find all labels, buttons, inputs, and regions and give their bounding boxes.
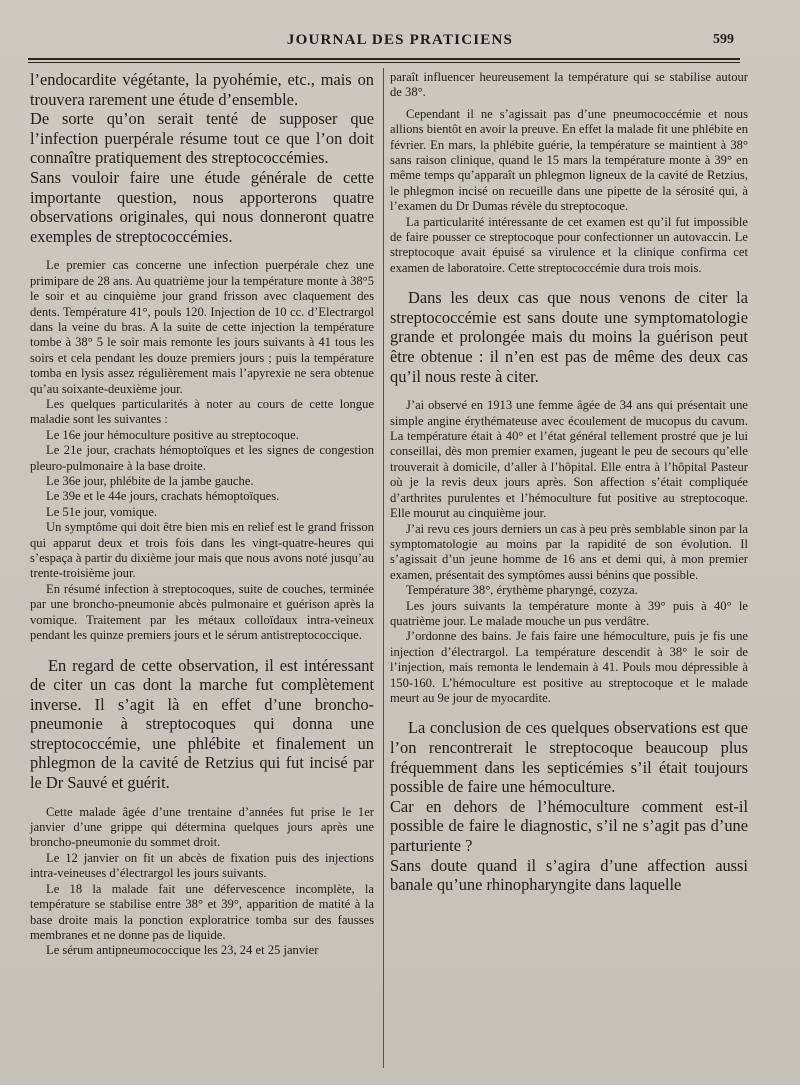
- paragraph: Le 36e jour, phlébite de la jambe gauche.: [46, 474, 254, 489]
- paragraph: l’endocardite végétante, la pyohémie, etc., mais on trouvera rarement une étude d’ensemble.: [30, 70, 374, 109]
- journal-title: JOURNAL DES PRATICIENS: [286, 32, 514, 48]
- paragraph: Cependant il ne s’agissait pas d’une pneumococcémie et nous allions bientôt en avoir la preuve. En effet la malade fit une phlébite en février. En mars, la phlébite guérie, la température se maintient à 38° sans raison clinique, quand le 15 mars la température monte à 39° en même temps qu’apparaît un phlegmon ligneux de la cavité de Retzius, le phlegmon incisé on recueille dans une pipette de la sérosité qui, à l’examen du Dr Dumas révèle du streptocoque.: [390, 106, 748, 214]
- paragraph: Le 18 la malade fait une défervescence incomplète, la température se stabilise entre 38° et 39°, apparition de matité à la base droite mais la ponction exploratrice tomba sur des fausses membranes et ne donne pas de liquide.: [30, 881, 374, 942]
- right-column: [390, 70, 748, 895]
- column-divider: [383, 68, 384, 1068]
- paragraph: Le 39e et le 44e jours, crachats hémoptoïques.: [46, 489, 280, 504]
- running-header: [0, 30, 800, 54]
- paragraph: Un symptôme qui doit être bien mis en relief est le grand frisson qui apparut deux et trois fois dans les vingt-quatre-heures qui s’espaça à partir du dixième jour mais que nous avons noté jusqu’au trente-troisième jour.: [30, 520, 374, 581]
- header-rule-thin: [28, 62, 740, 63]
- paragraph: De sorte qu’on serait tenté de supposer que l’infection puerpérale résume tout ce que l’on doit connaître pratiquement des streptococcémies.: [30, 109, 374, 168]
- paragraph: Dans les deux cas que nous venons de citer la streptococcémie est sans doute une symptomatologie grande et prolongée mais du moins la guérison peut être obtenue : il n’en est pas de même des deux cas qu’il nous reste à citer.: [390, 288, 748, 386]
- paragraph: Cette malade âgée d’une trentaine d’années fut prise le 1er janvier d’une grippe qui détermina quelques jours après une broncho-pneumonie du sommet droit.: [30, 804, 374, 850]
- case-observation-3: [390, 398, 748, 706]
- paragraph: Sans doute quand il s’agira d’une affection aussi banale qu’une rhinopharyngite dans laquelle: [390, 855, 748, 895]
- paragraph: Les jours suivants la température monte à 39° puis à 40° le quatrième jour. Le malade mouche un pus verdâtre.: [390, 598, 748, 628]
- large-text-block: [390, 288, 748, 386]
- paragraph: Le 51e jour, vomique.: [46, 504, 158, 519]
- paragraph: En regard de cette observation, il est intéressant de citer un cas dont la marche fut complètement inverse. Il s’agit là en effet d’une broncho-pneumonie à streptocoques qui donna une streptococcémie, une phlébite et finalement un phlegmon de la cavité de Retzius qui fut incisé par le Dr Sauvé et guérit.: [30, 655, 374, 793]
- large-text-block: [30, 70, 374, 246]
- page-number: 599: [713, 32, 734, 47]
- paragraph: En résumé infection à streptocoques, suite de couches, terminée par une broncho-pneumonie abcès pulmonaire et guérison après la vomique. Traitement par les métaux colloïdaux intra-veineux pendant les quinze premiers jours et le sérum antistreptococcique.: [30, 581, 374, 643]
- paragraph: Sans vouloir faire une étude générale de cette importante question, nous apporterons quatre observations originales, qui nous donneront quatre exemples de streptococcémies.: [30, 167, 374, 246]
- paragraph: J’ordonne des bains. Je fais faire une hémoculture, puis je fis une injection d’électrargol. La température descendit à 38° le soir de l’injection, mais remonta le lendemain à 41. Pouls mou dépressible à 150-160. L’hémoculture est positive au streptocoque et le malade meurt au 9e jour de myocardite.: [390, 629, 748, 705]
- paragraph: Car en dehors de l’hémoculture comment est-il possible de faire le diagnostic, s’il ne s’agit pas d’une parturiente ?: [390, 796, 748, 855]
- large-text-block: [30, 656, 374, 793]
- case-observation-1: [30, 258, 374, 643]
- paragraph: J’ai observé en 1913 une femme âgée de 34 ans qui présentait une simple angine érythémateuse avec écoulement de mucopus du cavum. La température était à 40° et l’état général tellement prostré que je lui conseillai, dès mon premier examen, jugeant le peu de secours qu’elle trouverait à domicile, d’aller à l’hôpital. Elle entra à l’hôpital Pasteur où je la revis deux jours après. Son affection s’était compliquée d’arthrites purulentes et l’hémoculture fut positive au streptocoque. Elle mourut au cinquième jour.: [390, 398, 748, 521]
- paragraph: paraît influencer heureusement la température qui se stabilise autour de 38°.: [390, 70, 748, 100]
- left-column: [30, 70, 374, 959]
- case-observation-2: [30, 805, 374, 959]
- paragraph: Les quelques particularités à noter au cours de cette longue maladie sont les suivantes :: [30, 397, 374, 427]
- paragraph: La particularité intéressante de cet examen est qu’il fut impossible de faire pousser ce streptocoque pour confectionner un autovaccin. Le streptocoque avait épuisé sa virulence et la clinique confirma cet examen de laboratoire. Cette streptococcémie dura trois mois.: [390, 214, 748, 275]
- large-text-block: [390, 718, 748, 894]
- case-observation-2-continued: [390, 70, 748, 276]
- paragraph: Le sérum antipneumococcique les 23, 24 et 25 janvier: [46, 943, 319, 958]
- paragraph: J’ai revu ces jours derniers un cas à peu près semblable sinon par la symptomatologie au moins par la rapidité de son évolution. Il s’agissait d’un jeune homme de 16 ans et demi qui, à mon premier examen, présentait des symptômes aussi bénins que possible.: [390, 521, 748, 582]
- paragraph: Température 38°, érythème pharyngé, cozyza.: [406, 583, 638, 598]
- paragraph: Le 16e jour hémoculture positive au streptocoque.: [46, 427, 299, 442]
- header-rule: [28, 58, 740, 60]
- paragraph: Le 12 janvier on fit un abcès de fixation puis des injections intra-veineuses d’électrargol les jours suivants.: [30, 850, 374, 881]
- paragraph: Le premier cas concerne une infection puerpérale chez une primipare de 28 ans. Au quatrième jour la température monte à 38°5 le soir et au cinquième jour grand frisson avec claquement des dents. Température 41°, pouls 120. Injection de 10 cc. d’Electrargol dans la veine du bras. A la suite de cette injection la température tombe à 38° 5 le soir mais remonte les jours suivants à 41 tous les soirs et cela pendant les douze premiers jours ; puis la température tomba en lysis assez régulièrement mais l’apyrexie ne sera obtenue qu’au soixante-deuxième jour.: [30, 258, 374, 396]
- paragraph: Le 21e jour, crachats hémoptoïques et les signes de congestion pleuro-pulmonaire à la base droite.: [30, 443, 374, 473]
- paragraph: La conclusion de ces quelques observations est que l’on rencontrerait le streptocoque beaucoup plus fréquemment dans les septicémies s’il était toujours possible de faire une hémoculture.: [390, 718, 748, 797]
